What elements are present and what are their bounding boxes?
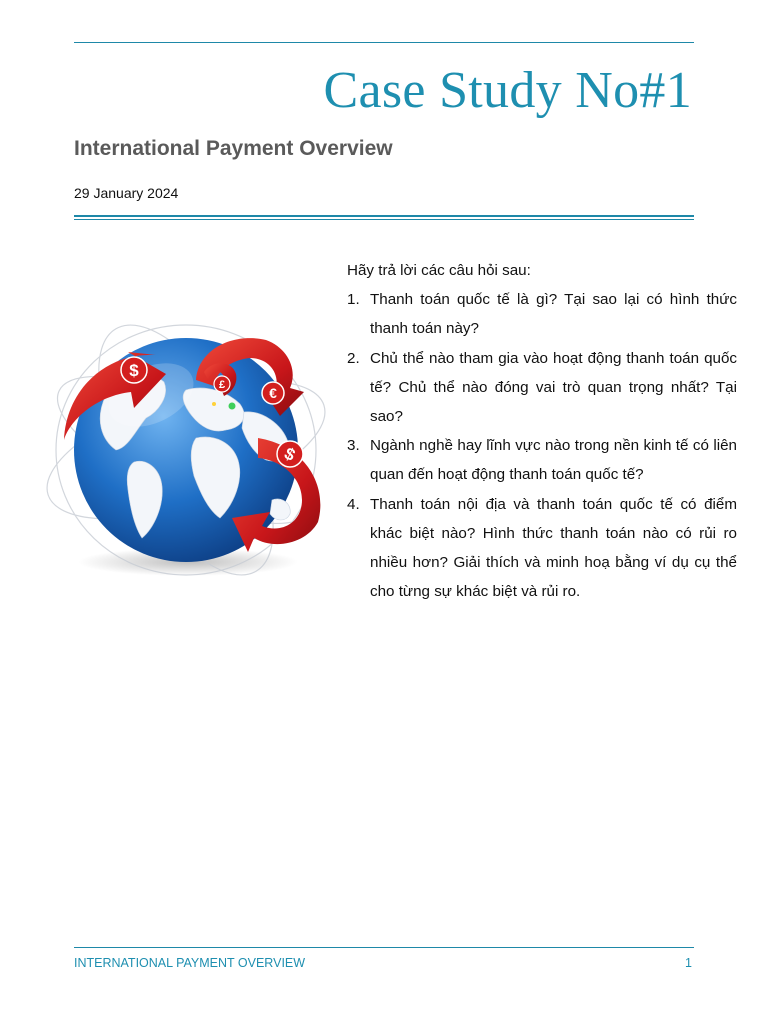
- svg-text:$: $: [129, 361, 139, 380]
- question-text: Chủ thể nào tham gia vào hoạt động thanh toán quốc tế? Chủ thể nào đóng vai trò quan trọng nhất? Tại sao?: [370, 349, 737, 426]
- svg-text:$: $: [281, 443, 299, 466]
- question-number: 2.: [347, 349, 360, 367]
- question-list: [347, 285, 737, 606]
- question-item: [347, 344, 737, 432]
- globe-illustration: [36, 300, 336, 595]
- footer-rule: [74, 947, 694, 948]
- globe-currency-arrows-icon: [36, 300, 336, 595]
- footer-label: INTERNATIONAL PAYMENT OVERVIEW: [74, 956, 306, 970]
- question-text: Thanh toán quốc tế là gì? Tại sao lại có hình thức thanh toán này?: [370, 291, 737, 338]
- header-double-rule: [74, 215, 694, 220]
- page-number: 1: [685, 956, 692, 970]
- question-text: Ngành nghề hay lĩnh vực nào trong nền kinh tế có liên quan đến hoạt động thanh toán quốc tế?: [370, 437, 737, 484]
- svg-text:€: €: [269, 385, 277, 401]
- question-number: 3.: [347, 437, 360, 455]
- question-item: [347, 490, 737, 607]
- header-top-rule: [74, 42, 694, 43]
- questions-section: [347, 256, 737, 606]
- question-text: Thanh toán nội địa và thanh toán quốc tế có điểm khác biệt nào? Hình thức thanh toán nào có rủi ro nhiều hơn? Giải thích và minh hoạ bằng ví dụ cụ thể cho từng sự khác biệt và rủi ro.: [370, 495, 737, 601]
- questions-intro: Hãy trả lời các câu hỏi sau:: [347, 262, 531, 279]
- document-date: 29 January 2024: [74, 185, 179, 201]
- question-number: 4.: [347, 495, 360, 513]
- question-item: [347, 431, 737, 489]
- question-item: [347, 285, 737, 343]
- page-title: Case Study No#1: [323, 62, 692, 119]
- svg-text:£: £: [218, 379, 226, 391]
- page-subtitle: International Payment Overview: [74, 137, 393, 160]
- question-number: 1.: [347, 291, 360, 309]
